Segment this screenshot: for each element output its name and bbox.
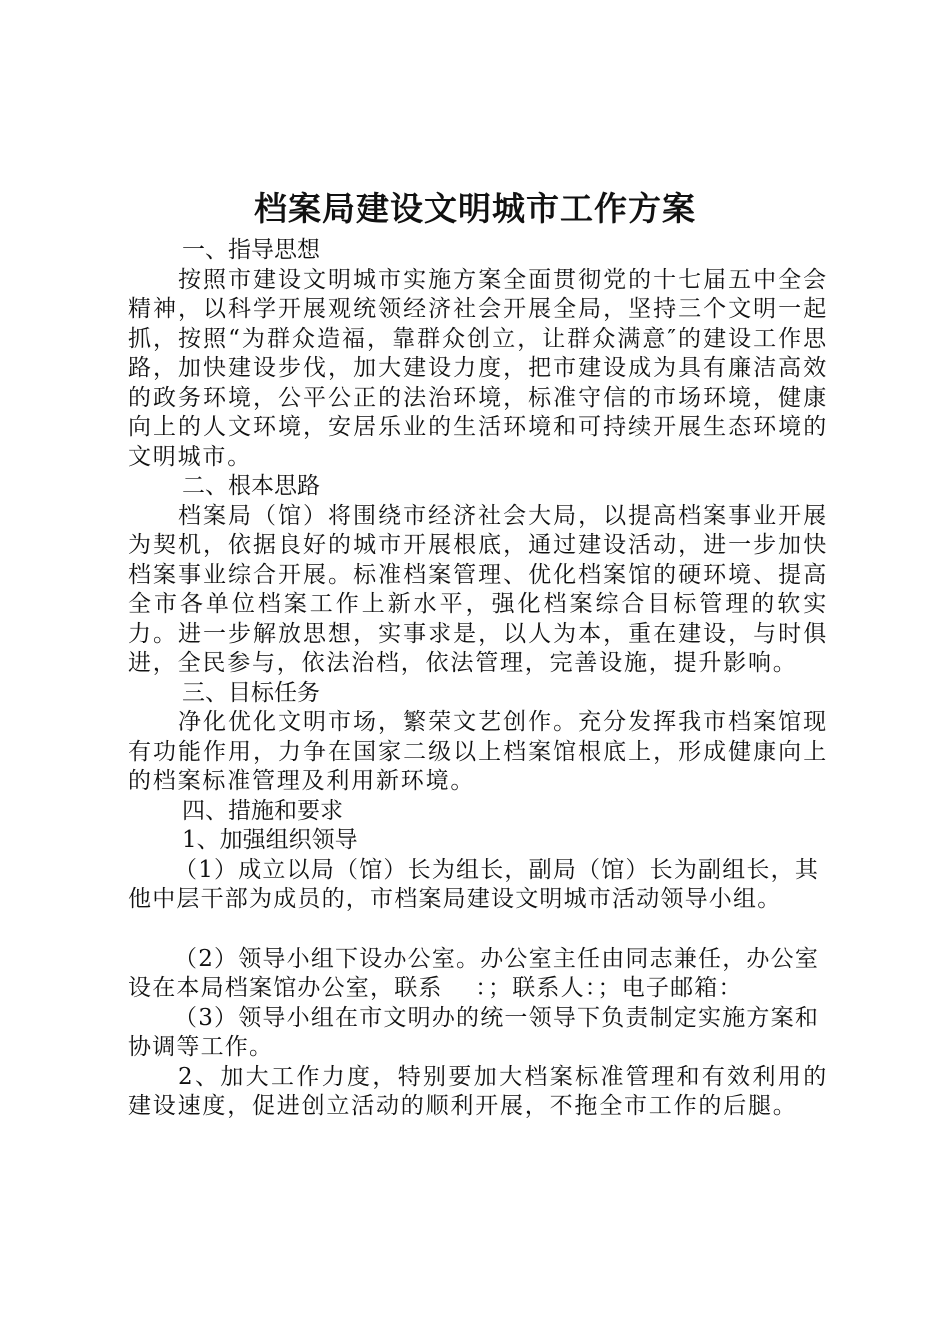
item-1-heading: 1、加强组织领导 [182, 827, 358, 853]
section-2-paragraph: 档案局（馆）将围绕市经济社会大局，以提高档案事业开展为契机，依据良好的城市开展根底，通过建设活动，进一步加快档案事业综合开展。标准档案管理、优化档案馆的硬环境、提高全市各单位档案工作上新水平，强化档案综合目标管理的软实力。进一步解放思想，实事求是，以人为本，重在建设，与时俱进，全民参与，依法治档，依法管理，完善设施，提升影响。 [128, 502, 828, 676]
section-4-heading: 四、措施和要求 [182, 797, 343, 824]
paragraph-gap [128, 915, 828, 945]
item-1-paragraph-2: （2）领导小组下设办公室。办公室主任由同志兼任，办公室设在本局档案馆办公室，联系 ：；联系人：；电子邮箱： [128, 945, 820, 1001]
section-1-heading: 一、指导思想 [182, 237, 320, 263]
item-2-paragraph: 2、加大工作力度，特别要加大档案标准管理和有效利用的建设速度，促进创立活动的顺利开展，不拖全市工作的后腿。 [128, 1063, 828, 1119]
item-1-paragraph-1: （1）成立以局（馆）长为组长，副局（馆）长为副组长，其他中层干部为成员的，市档案局建设文明城市活动领导小组。 [128, 856, 820, 912]
section-2-heading: 二、根本思路 [182, 473, 320, 499]
section-3-paragraph: 净化优化文明市场，繁荣文艺创作。充分发挥我市档案馆现有功能作用，力争在国家二级以上档案馆根底上，形成健康向上的档案标准管理及利用新环境。 [128, 709, 828, 794]
item-1-paragraph-3: （3）领导小组在市文明办的统一领导下负责制定实施方案和协调等工作。 [128, 1004, 820, 1060]
document-body [128, 236, 828, 1122]
section-3-heading: 三、目标任务 [182, 679, 320, 706]
section-1-paragraph: 按照市建设文明城市实施方案全面贯彻党的十七届五中全会精神，以科学开展观统领经济社会开展全局，坚持三个文明一起抓，按照“为群众造福，靠群众创立，让群众满意″的建设工作思路，加快建设步伐，加大建设力度，把市建设成为具有廉洁高效的政务环境，公平公正的法治环境，标准守信的市场环境，健康向上的人文环境，安居乐业的生活环境和可持续开展生态环境的文明城市。 [128, 266, 828, 470]
document-title: 档案局建设文明城市工作方案 [254, 189, 696, 228]
